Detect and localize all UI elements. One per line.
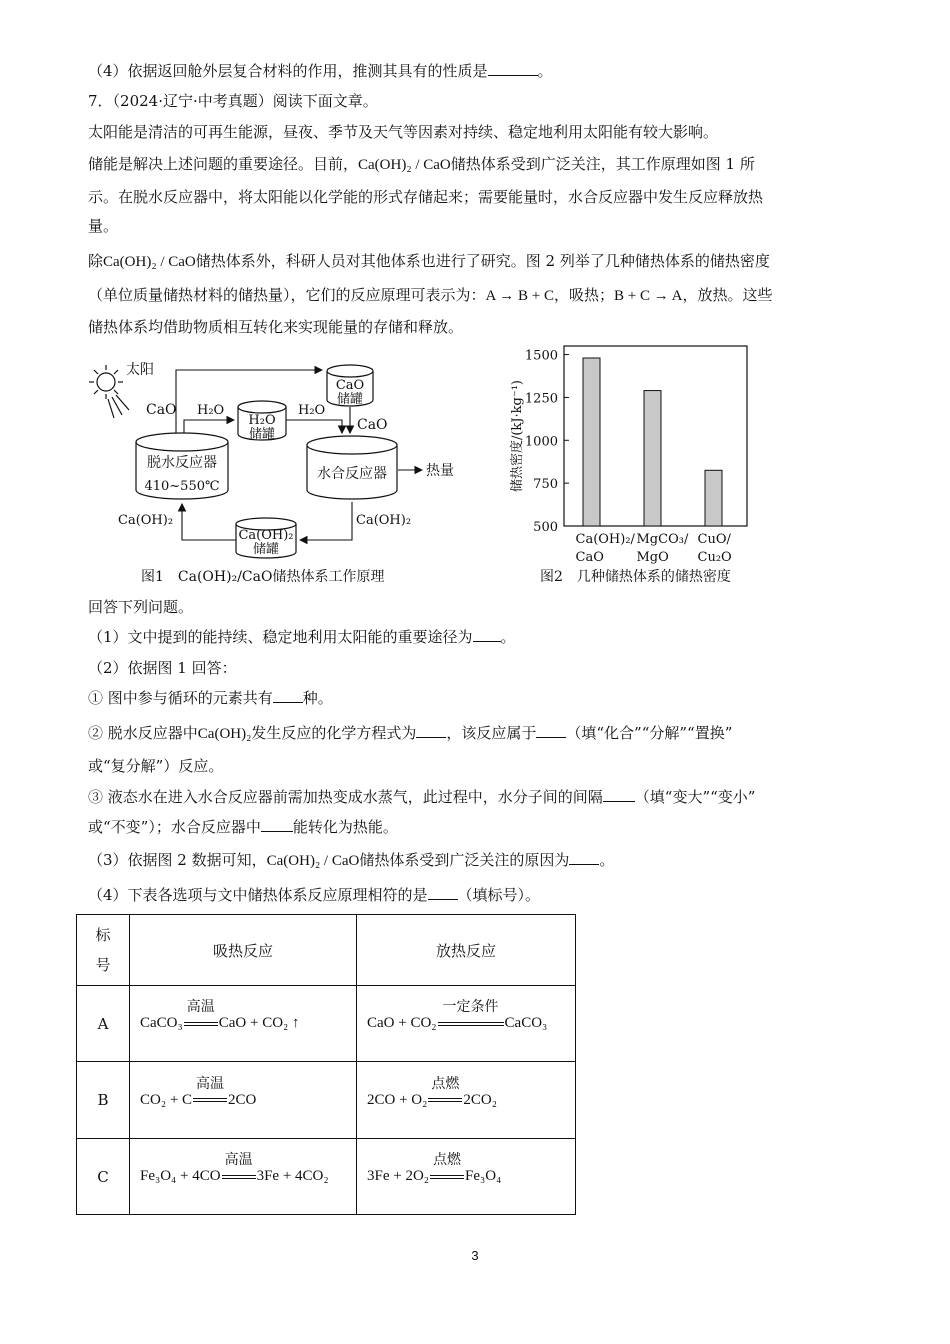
formula-caoh2-cao: Ca(OH)₂ / CaO bbox=[103, 254, 196, 270]
table-row bbox=[77, 1062, 576, 1139]
sub-question-2-3-line-2: 或“不变”）；水合反应器中 能转化为热能。 bbox=[88, 818, 398, 836]
sub-question-1: （1）文中提到的能持续、稳定地利用太阳能的重要途径为 。 bbox=[88, 628, 516, 646]
header-exothermic: 放热反应 bbox=[357, 915, 576, 986]
endothermic-equation: Fe₃O₄ + 4CO 高温 3Fe + 4CO₂ bbox=[130, 1139, 357, 1215]
flow-label-cao-left: CaO bbox=[146, 402, 177, 418]
table-row bbox=[77, 986, 576, 1062]
y-tick-label: 750 bbox=[533, 477, 558, 493]
page-number: 3 bbox=[471, 1248, 479, 1263]
x-tick-label: Ca(OH)₂/ bbox=[575, 532, 635, 547]
reaction-condition: 高温 bbox=[196, 1075, 225, 1092]
flow-label-h2o-1: H₂O bbox=[197, 403, 225, 418]
header-label: 标号 bbox=[77, 915, 130, 986]
y-tick-label: 1250 bbox=[524, 391, 558, 407]
arrow-to-h2o-tank bbox=[184, 420, 234, 433]
x-tick-label: CaO bbox=[575, 550, 604, 565]
prev-question-4: （4）依据返回舱外层复合材料的作用，推测其具有的性质是 。 bbox=[88, 62, 553, 80]
paragraph-3-line-3: 储热体系均借助物质相互转化来实现能量的存储和释放。 bbox=[88, 318, 464, 336]
reaction-condition: 一定条件 bbox=[442, 999, 499, 1015]
endothermic-equation: CaCO₃ 高温 CaO + CO₂ ↑ bbox=[130, 986, 357, 1062]
formula-caoh2: Ca(OH)₂ bbox=[197, 726, 252, 742]
exothermic-equation: 2CO + O₂ 点燃 2CO₂ bbox=[357, 1062, 576, 1139]
figure-1-caption: 图1 Ca(OH)₂/CaO储热体系工作原理 bbox=[141, 569, 385, 585]
y-tick-label: 1500 bbox=[524, 348, 558, 364]
sub-question-3: （3）依据图 2 数据可知，Ca(OH)₂ / CaO储热体系受到广泛关注的原因为 。 bbox=[88, 851, 615, 869]
x-tick-label: MgCO₃/ bbox=[636, 532, 689, 547]
flow-label-caoh2-right: Ca(OH)₂ bbox=[356, 513, 412, 528]
x-tick-label: Cu₂O bbox=[697, 550, 732, 565]
paragraph-3-line-2: （单位质量储热材料的储热量），它们的反应原理可表示为：A → B + C，吸热；B + C → A，放热。这些 bbox=[88, 286, 773, 304]
y-axis-label: 储热密度/(kJ·kg⁻¹) bbox=[510, 379, 525, 493]
arrow-to-dehydration bbox=[182, 504, 236, 540]
hydration-label: 水合反应器 bbox=[317, 466, 387, 482]
sun-label: 太阳 bbox=[126, 362, 154, 378]
reaction-condition: 点燃 bbox=[431, 1075, 460, 1092]
sub-question-4: （4）下表各选项与文中储热体系反应原理相符的是 （填标号）。 bbox=[88, 886, 541, 904]
table-header-row bbox=[77, 915, 576, 986]
reaction-condition: 点燃 bbox=[433, 1152, 462, 1168]
bar bbox=[583, 358, 600, 526]
arrow-to-caoh2-tank bbox=[300, 502, 352, 540]
sub-question-2-2: ② 脱水反应器中Ca(OH)₂发生反应的化学方程式为 ，该反应属于 （填“化合”“分解”“置换” bbox=[88, 724, 733, 742]
answer-intro: 回答下列问题。 bbox=[88, 598, 194, 616]
x-tick-label: CuO/ bbox=[697, 532, 731, 547]
header-endothermic: 吸热反应 bbox=[130, 915, 357, 986]
question-7-heading: 7．（2024·辽宁·中考真题）阅读下面文章。 bbox=[88, 92, 378, 110]
answer-blank[interactable] bbox=[488, 60, 538, 76]
cao-tank-label-2: 储罐 bbox=[336, 392, 364, 407]
row-label: C bbox=[77, 1139, 130, 1215]
reaction-table bbox=[76, 914, 576, 1215]
figure-1-diagram bbox=[86, 340, 486, 590]
figure-2-caption: 图2 几种储热体系的储热密度 bbox=[540, 569, 731, 585]
formula-caoh2-cao: Ca(OH)₂ / CaO bbox=[358, 157, 451, 173]
endothermic-equation: CO₂ + C 高温 2CO bbox=[130, 1062, 357, 1139]
x-tick-label: MgO bbox=[636, 550, 669, 565]
answer-blank[interactable] bbox=[273, 687, 303, 703]
paragraph-3-line-1: 除Ca(OH)₂ / CaO储热体系外，科研人员对其他体系也进行了研究。图 2 列举了几种储热体系的储热密度 bbox=[88, 252, 770, 270]
answer-blank[interactable] bbox=[473, 626, 501, 642]
sub-question-2-2-line-2: 或“复分解”）反应。 bbox=[88, 757, 224, 775]
flow-label-caoh2-left: Ca(OH)₂ bbox=[118, 513, 174, 528]
sub-question-2-1: ① 图中参与循环的元素共有 种。 bbox=[88, 689, 333, 707]
bar bbox=[705, 470, 722, 526]
answer-blank[interactable] bbox=[428, 884, 458, 900]
answer-blank[interactable] bbox=[569, 849, 599, 865]
reaction-a-to-bc: A → B + C bbox=[485, 288, 554, 304]
flow-label-h2o-2: H₂O bbox=[298, 403, 326, 418]
paragraph-2-line-2: 示。在脱水反应器中，将太阳能以化学能的形式存储起来；需要能量时，水合反应器中发生反应释放热 bbox=[88, 188, 764, 206]
dehydration-label: 脱水反应器 bbox=[147, 455, 217, 471]
sun-icon bbox=[89, 365, 129, 418]
flow-label-cao-right: CaO bbox=[357, 417, 388, 433]
caoh2-tank-label: Ca(OH)₂ bbox=[238, 528, 294, 543]
reaction-condition: 高温 bbox=[224, 1152, 253, 1168]
formula-caoh2-cao: Ca(OH)₂ / CaO bbox=[266, 853, 360, 869]
h2o-tank-label-2: 储罐 bbox=[248, 427, 276, 442]
row-label: A bbox=[77, 986, 130, 1062]
table-row bbox=[77, 1139, 576, 1215]
reaction-condition: 高温 bbox=[186, 999, 215, 1015]
heat-label: 热量 bbox=[426, 463, 454, 479]
sub-question-2-3: ③ 液态水在进入水合反应器前需加热变成水蒸气，此过程中，水分子间的间隔 （填“变大”“变小” bbox=[88, 788, 756, 806]
arrow-h2o-to-hydration bbox=[286, 420, 342, 433]
reaction-bc-to-a: B + C → A bbox=[614, 288, 683, 304]
answer-blank[interactable] bbox=[416, 722, 446, 738]
dehydration-temp: 410~550℃ bbox=[144, 479, 220, 494]
cao-tank-label: CaO bbox=[335, 378, 365, 393]
answer-blank[interactable] bbox=[261, 816, 293, 832]
paragraph-2-line-1: 储能是解决上述问题的重要途径。目前，Ca(OH)₂ / CaO储热体系受到广泛关注，其工作原理如图 1 所 bbox=[88, 155, 755, 173]
sub-question-2: （2）依据图 1 回答： bbox=[88, 659, 237, 677]
paragraph-2-line-3: 量。 bbox=[88, 217, 119, 235]
answer-blank[interactable] bbox=[536, 722, 566, 738]
caoh2-tank-label-2: 储罐 bbox=[252, 542, 280, 557]
h2o-tank-label: H₂O bbox=[248, 413, 276, 428]
bar bbox=[644, 391, 661, 526]
exothermic-equation: CaO + CO₂ 一定条件 CaCO₃ bbox=[357, 986, 576, 1062]
answer-blank[interactable] bbox=[603, 786, 635, 802]
exothermic-equation: 3Fe + 2O₂ 点燃 Fe₃O₄ bbox=[357, 1139, 576, 1215]
figure-2-chart bbox=[495, 340, 765, 590]
paragraph-1: 太阳能是清洁的可再生能源，昼夜、季节及天气等因素对持续、稳定地利用太阳能有较大影响。 bbox=[88, 123, 719, 141]
y-tick-label: 500 bbox=[533, 520, 558, 535]
y-tick-label: 1000 bbox=[524, 434, 558, 450]
row-label: B bbox=[77, 1062, 130, 1139]
